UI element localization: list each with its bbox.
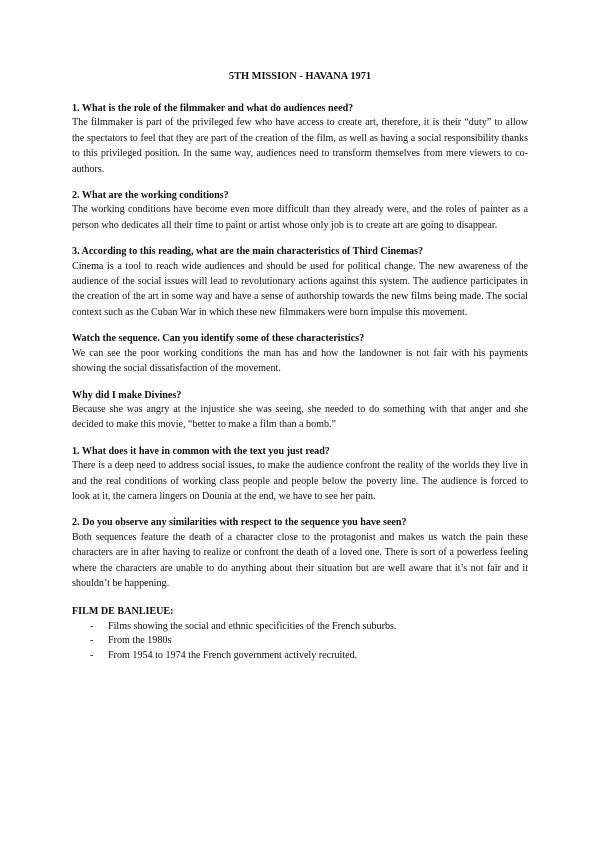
bullet-dash: - xyxy=(90,635,94,647)
question-heading: 2. Do you observe any similarities with respect to the sequence you have seen? xyxy=(72,517,407,529)
question-heading: 1. What is the role of the filmmaker and what do audiences need? xyxy=(72,103,354,114)
qa-section-1 xyxy=(72,102,528,177)
document-title: 5TH MISSION - HAVANA 1971 xyxy=(228,71,372,82)
answer-paragraph: The working conditions have become even more difficult than they already were, and the roles of painter as a person who dedicates all their time to paint or artist whose only job is to create art are going to disappear. xyxy=(72,204,528,231)
answer-paragraph: Both sequences feature the death of a character close to the protagonist and makes us watch the pain these characters are in after having to realize or confront the death of a loved one. There is sort of a powerless feeling where the characters are unable to do anything about their situation but are well aware that it’s not fair and it shouldn’t be happening. xyxy=(72,531,528,589)
list-item-text: From 1954 to 1974 the French government actively recruited. xyxy=(108,649,358,661)
question-heading: 3. According to this reading, what are the main characteristics of Third Cinemas? xyxy=(72,246,424,258)
qa-section-2 xyxy=(72,189,528,233)
film-de-banlieue-section xyxy=(72,605,528,663)
question-heading: 2. What are the working conditions? xyxy=(72,190,229,202)
qa-section-4 xyxy=(72,332,528,376)
list-item xyxy=(90,649,528,663)
answer-paragraph: Cinema is a tool to reach wide audiences and should be used for political change. The new awareness of the audience of the social issues will lead to revolutionary actions against this system. The audience participates in the creation of the art in some way and have a sense of authorship towards the new films being made. The social context such as the Cuban War in which these new filmmakers were born impulse this movement. xyxy=(72,260,528,318)
question-heading: 1. What does it have in common with the text you just read? xyxy=(72,445,330,457)
bullet-dash: - xyxy=(90,649,94,661)
list-item xyxy=(90,620,528,634)
bullet-list xyxy=(72,620,528,663)
answer-paragraph: Because she was angry at the injustice she was seeing, she needed to do something with that anger and she decided to make this movie, “better to make a film than a bomb.” xyxy=(72,403,528,431)
bullet-dash: - xyxy=(90,620,94,632)
list-item xyxy=(90,634,528,648)
section-heading: FILM DE BANLIEUE: xyxy=(72,606,174,618)
list-item-text: From the 1980s xyxy=(108,635,172,647)
qa-section-3 xyxy=(72,245,528,320)
answer-paragraph: There is a deep need to address social issues, to make the audience confront the reality of the worlds they live in and the real conditions of working class people and people below the poverty line. The audience is forced to look at it, the camera lingers on Dounia at the end, we have to see her pain. xyxy=(72,460,528,502)
qa-section-6 xyxy=(72,445,528,505)
qa-section-7 xyxy=(72,516,528,591)
question-heading: Watch the sequence. Can you identify some of these characteristics? xyxy=(72,333,365,345)
answer-paragraph: The filmmaker is part of the privileged few who have access to create art, therefore, it is their “duty” to allow the spectators to feel that they are part of the creation of the film, as well as having a social responsibility thanks to this privileged position. In the same way, audiences need to transform themselves from mere viewers to co-authors. xyxy=(72,117,528,175)
question-heading: Why did I make Divines? xyxy=(72,389,182,401)
list-item-text: Films showing the social and ethnic specificities of the French suburbs. xyxy=(108,620,397,632)
qa-section-5 xyxy=(72,389,528,433)
document-body xyxy=(72,70,528,663)
answer-paragraph: We can see the poor working conditions the man has and how the landowner is not fair with his payments showing the social dissatisfaction of the movement. xyxy=(72,347,528,375)
